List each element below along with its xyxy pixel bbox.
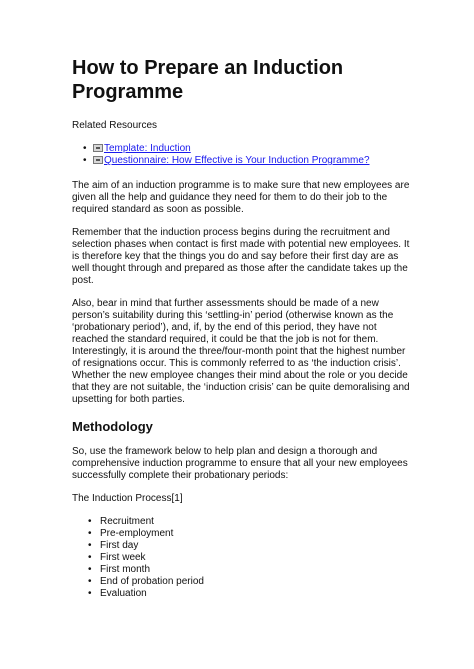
resource-link-questionnaire[interactable]: Questionnaire: How Effective is Your Induction Programme? bbox=[104, 155, 370, 166]
list-item: • Recruitment bbox=[100, 516, 412, 528]
list-item: • End of probation period bbox=[100, 576, 412, 588]
document-page bbox=[72, 56, 412, 600]
page-title: How to Prepare an Induction Programme bbox=[72, 57, 344, 103]
resource-link-template-induction[interactable]: Template: Induction bbox=[104, 143, 191, 154]
recruitment-paragraph: Remember that the induction process begins during the recruitment and selection phases when contact is first made with potential new employees. It is therefore key that the things you do and say before their first day are as well thought through and prepared as those after the candidate takes up the post. bbox=[72, 227, 410, 286]
related-resources-list bbox=[72, 143, 412, 167]
list-item: • First month bbox=[100, 564, 412, 576]
methodology-paragraph: So, use the framework below to help plan and design a thorough and comprehensive induction programme to ensure that all your new employees successfully complete their probationary periods: bbox=[72, 446, 408, 481]
list-item: • First week bbox=[100, 552, 412, 564]
process-label: The Induction Process[1] bbox=[72, 493, 183, 504]
list-item bbox=[93, 143, 412, 155]
related-resources-label: Related Resources bbox=[72, 120, 158, 131]
process-steps-list bbox=[72, 516, 412, 600]
list-item: • Pre-employment bbox=[100, 528, 412, 540]
list-item bbox=[93, 155, 412, 167]
document-icon bbox=[93, 156, 103, 164]
intro-paragraph: The aim of an induction programme is to make sure that new employees are given all the help and guidance they need for them to do their job to the required standard as soon as possible. bbox=[72, 180, 410, 215]
list-item: • First day bbox=[100, 540, 412, 552]
document-icon bbox=[93, 144, 103, 152]
list-item: • Evaluation bbox=[100, 588, 412, 600]
induction-crisis-paragraph: Also, bear in mind that further assessments should be made of a new person’s suitability during this ‘settling-in’ period (otherwise known as the ‘probationary period’), and, if, by the end of this period, they have not reached the standard required, it could be that the job is not for them. Interestingly, it is around the three/four-month point that the highest number of resignations occur. This is commonly referred to as ‘the induction crisis’. Whether the new employee changes their mind about the role or you decide that they are not suitable, the ‘induction crisis’ can be quite demoralising and upsetting for both parties. bbox=[72, 298, 410, 405]
methodology-heading: Methodology bbox=[72, 419, 153, 434]
